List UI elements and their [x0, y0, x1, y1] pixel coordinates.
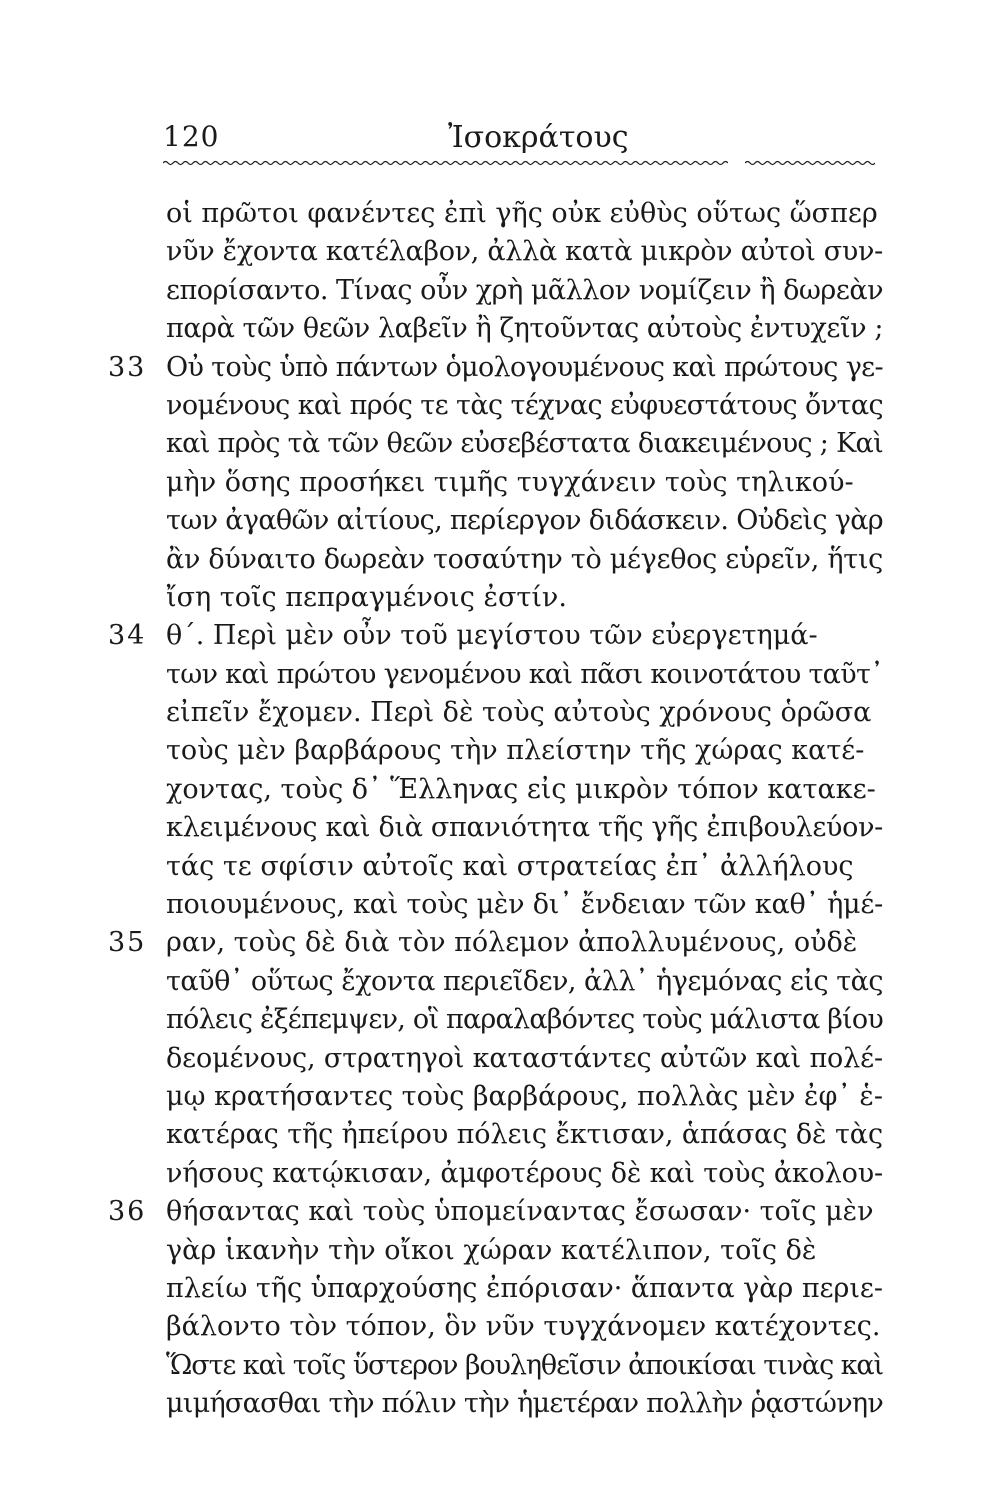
line-text: ἂν δύναιτο δωρεὰν τοσαύτην τὸ μέγεθος εὑρεῖν, ἥτις — [166, 543, 883, 575]
line-text: μῳ κρατήσαντες τοὺς βαρβάρους, πολλὰς μὲν ἐφ᾽ ἑ- — [166, 1080, 883, 1112]
text-line — [108, 924, 883, 962]
text-line — [108, 617, 883, 655]
line-text: τάς τε σφίσιν αὐτοῖς καὶ στρατείας ἐπ᾽ ἀλλήλους — [166, 850, 854, 882]
line-text: πόλεις ἐξέπεμψεν, οἳ παραλαβόντες τοὺς μάλιστα βίου — [166, 1004, 883, 1036]
line-text: θ΄. Περὶ μὲν οὖν τοῦ μεγίστου τῶν εὐεργετημά- — [166, 620, 818, 652]
text-line — [166, 656, 883, 694]
line-text: μιμήσασθαι τὴν πόλιν τὴν ἡμετέραν πολλὴν ῥᾳστώνην — [166, 1388, 883, 1420]
text-line — [108, 1193, 883, 1231]
text-line — [166, 1155, 883, 1193]
text-line — [166, 771, 883, 809]
text-line — [166, 195, 883, 233]
line-text: ἴση τοῖς πεπραγμένοις ἐστίν. — [166, 581, 567, 613]
text-line — [166, 1270, 883, 1308]
line-text: τοὺς μὲν βαρβάρους τὴν πλείστην τῆς χώρας κατέ- — [166, 735, 865, 767]
text-line — [166, 1001, 883, 1039]
line-text: χοντας, τοὺς δ᾽ Ἕλληνας εἰς μικρὸν τόπον κατακε- — [166, 773, 876, 805]
section-number: 35 — [108, 927, 147, 959]
line-text: Ὥστε καὶ τοῖς ὕστερον βουληθεῖσιν ἀποικίσαι τινὰς καὶ — [166, 1349, 883, 1381]
text-line — [166, 387, 883, 425]
line-text: βάλοντο τὸν τόπον, ὃν νῦν τυγχάνομεν κατέχοντες. — [166, 1311, 881, 1343]
text-line — [166, 1308, 883, 1346]
line-text: κατέρας τῆς ἠπείρου πόλεις ἔκτισαν, ἁπάσας δὲ τὰς — [166, 1119, 883, 1151]
text-line — [166, 272, 883, 310]
text-line — [166, 579, 883, 617]
running-head: Ἰσοκράτους — [448, 120, 629, 155]
line-text: των ἀγαθῶν αἰτίους, περίεργον διδάσκειν. Οὐδεὶς γὰρ — [166, 505, 883, 537]
line-text: νῦν ἔχοντα κατέλαβον, ἀλλὰ κατὰ μικρὸν αὐτοὶ συν- — [166, 236, 883, 268]
line-text: γὰρ ἱκανὴν τὴν οἴκοι χώραν κατέλιπον, τοῖς δὲ — [166, 1234, 817, 1266]
text-line — [166, 541, 883, 579]
line-text: παρὰ τῶν θεῶν λαβεῖν ἢ ζητοῦντας αὐτοὺς ἐντυχεῖν ; — [166, 313, 883, 345]
text-line — [166, 502, 883, 540]
section-number: 33 — [108, 351, 147, 383]
line-text: ραν, τοὺς δὲ διὰ τὸν πόλεμον ἀπολλυμένους, οὐδὲ — [166, 927, 858, 959]
line-text: ταῦθ᾽ οὕτως ἔχοντα περιεῖδεν, ἀλλ᾽ ἡγεμόνας εἰς τὰς — [166, 965, 884, 997]
text-line — [166, 1078, 883, 1116]
line-text: μὴν ὅσης προσήκει τιμῆς τυγχάνειν τοὺς τηλικού- — [166, 466, 854, 498]
line-text: νομένους καὶ πρός τε τὰς τέχνας εὐφυεστάτους ὄντας — [166, 389, 883, 421]
text-line — [166, 233, 883, 271]
section-number: 36 — [108, 1196, 147, 1228]
text-line — [166, 310, 883, 348]
page-number: 120 — [163, 120, 220, 153]
text-line — [166, 1116, 883, 1154]
line-text: δεομένους, στρατηγοὶ καταστάντες αὐτῶν καὶ πολέ- — [166, 1042, 883, 1074]
text-line — [166, 425, 883, 463]
line-text: ποιουμένους, καὶ τοὺς μὲν δι᾽ ἔνδειαν τῶν καθ᾽ ἡμέ- — [166, 889, 883, 921]
line-text: θήσαντας καὶ τοὺς ὑπομείναντας ἔσωσαν· τοῖς μὲν — [166, 1196, 874, 1228]
text-line — [166, 809, 883, 847]
text-line — [166, 1232, 883, 1270]
text-line — [166, 1385, 883, 1423]
line-text: νήσους κατῴκισαν, ἀμφοτέρους δὲ καὶ τοὺς ἀκολου- — [166, 1157, 883, 1189]
text-line — [166, 886, 883, 924]
line-text: επορίσαντο. Τίνας οὖν χρὴ μᾶλλον νομίζειν ἢ δωρεὰν — [166, 274, 883, 306]
line-text: οἱ πρῶτοι φανέντες ἐπὶ γῆς οὐκ εὐθὺς οὕτως ὥσπερ — [166, 198, 878, 229]
header-wavy-rule-short — [745, 160, 875, 164]
body-text — [108, 195, 884, 1424]
line-text: των καὶ πρώτου γενομένου καὶ πᾶσι κοινοτάτου ταῦτ᾽ — [166, 658, 883, 690]
text-line — [166, 1347, 883, 1385]
text-line — [166, 732, 883, 770]
text-line — [108, 349, 883, 387]
text-line — [166, 848, 883, 886]
text-line — [166, 963, 883, 1001]
line-text: Οὐ τοὺς ὑπὸ πάντων ὁμολογουμένους καὶ πρώτους γε- — [166, 351, 883, 383]
text-line — [166, 1040, 883, 1078]
text-line — [166, 694, 883, 732]
text-line — [166, 464, 883, 502]
line-text: πλείω τῆς ὑπαρχούσης ἐπόρισαν· ἅπαντα γὰρ περιε- — [166, 1272, 883, 1304]
section-number: 34 — [108, 620, 147, 652]
line-text: καὶ πρὸς τὰ τῶν θεῶν εὐσεβέστατα διακειμένους ; Καὶ — [166, 428, 883, 460]
header-wavy-rule — [163, 160, 728, 164]
line-text: κλειμένους καὶ διὰ σπανιότητα τῆς γῆς ἐπιβουλεύον- — [166, 812, 883, 844]
line-text: εἰπεῖν ἔχομεν. Περὶ δὲ τοὺς αὐτοὺς χρόνους ὁρῶσα — [166, 697, 872, 729]
